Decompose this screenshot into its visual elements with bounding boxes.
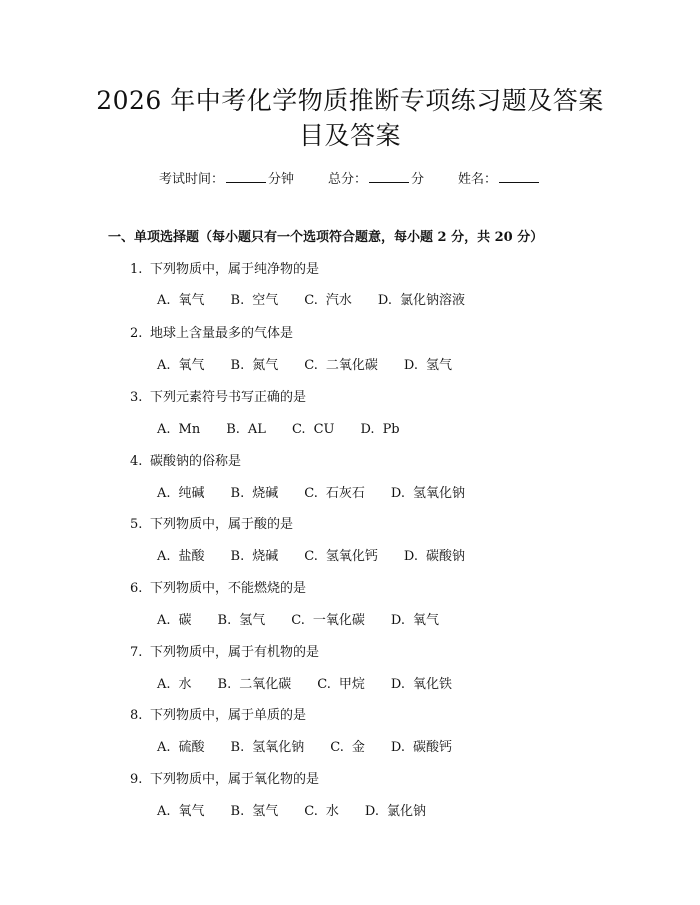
option-text: 氢氧化钠 xyxy=(252,740,305,755)
option-b xyxy=(231,292,279,310)
option-letter: A. xyxy=(157,549,171,564)
option-letter: C. xyxy=(317,677,331,692)
option-letter: C. xyxy=(330,740,344,755)
option-text: 金 xyxy=(351,740,365,755)
question-4-options xyxy=(157,485,491,503)
option-text: 氧气 xyxy=(412,613,439,628)
option-letter: A. xyxy=(157,804,171,819)
option-text: 水 xyxy=(178,677,192,692)
section-title: 一、单项选择题（每小题只有一个选项符合题意，每小题 2 分，共 20 分） xyxy=(108,230,544,245)
option-letter: C. xyxy=(291,422,306,437)
option-text: 氯化钠 xyxy=(386,804,426,819)
option-letter: D. xyxy=(390,677,405,692)
option-letter: A. xyxy=(157,677,171,692)
option-letter: D. xyxy=(364,804,379,819)
option-letter: D. xyxy=(390,740,405,755)
option-text: 氧气 xyxy=(178,293,205,308)
option-text: 烧碱 xyxy=(252,486,279,501)
option-letter: D. xyxy=(390,486,405,501)
question-number: 7. xyxy=(130,645,143,660)
option-c xyxy=(304,357,378,375)
option-letter: A. xyxy=(157,613,171,628)
option-letter: C. xyxy=(304,549,318,564)
option-text: 氢氧化钠 xyxy=(412,486,465,501)
option-a xyxy=(157,421,200,439)
option-text: 二氧化碳 xyxy=(325,358,378,373)
option-text: 甲烷 xyxy=(338,677,365,692)
question-5-options xyxy=(157,548,491,566)
option-text: 氧气 xyxy=(178,804,205,819)
question-text: 下列物质中，不能燃烧的是 xyxy=(150,581,307,596)
option-letter: B. xyxy=(230,486,245,501)
option-letter: D. xyxy=(377,293,392,308)
option-d xyxy=(378,292,465,310)
question-text: 下列元素符号书写正确的是 xyxy=(150,390,307,405)
option-text: 碳酸钠 xyxy=(425,549,465,564)
option-b xyxy=(218,676,292,694)
option-b xyxy=(231,357,279,375)
option-letter: C. xyxy=(304,293,318,308)
question-number: 4. xyxy=(130,454,143,469)
option-b xyxy=(231,803,279,821)
option-text: 氢氧化钙 xyxy=(325,549,378,564)
option-letter: A. xyxy=(157,358,171,373)
question-number: 2. xyxy=(130,326,143,341)
option-c xyxy=(304,803,339,821)
option-b xyxy=(218,612,266,630)
option-letter: D. xyxy=(403,358,418,373)
option-text: 汽水 xyxy=(325,293,352,308)
name-blank xyxy=(499,168,539,183)
option-text: 二氧化碳 xyxy=(239,677,292,692)
question-8 xyxy=(130,707,306,725)
option-d xyxy=(391,612,439,630)
question-7 xyxy=(130,644,319,662)
option-text: 纯碱 xyxy=(178,486,205,501)
option-letter: B. xyxy=(230,358,245,373)
option-letter: B. xyxy=(230,549,245,564)
option-letter: C. xyxy=(304,358,318,373)
question-text: 下列物质中，属于氧化物的是 xyxy=(150,772,320,787)
option-c xyxy=(317,676,365,694)
option-c xyxy=(304,548,378,566)
option-c xyxy=(330,739,365,757)
option-letter: D. xyxy=(360,422,375,437)
option-text: 氯化钠溶液 xyxy=(399,293,465,308)
option-b xyxy=(226,421,266,439)
option-letter: B. xyxy=(217,677,232,692)
option-letter: B. xyxy=(230,804,245,819)
option-letter: D. xyxy=(403,549,418,564)
question-1-options xyxy=(157,292,491,310)
option-text: 碳酸钙 xyxy=(412,740,452,755)
question-number: 8. xyxy=(130,708,143,723)
option-letter: A. xyxy=(157,293,171,308)
question-text: 碳酸钠的俗称是 xyxy=(150,454,242,469)
option-d xyxy=(391,739,452,757)
name-label: 姓名： xyxy=(458,172,498,187)
question-8-options xyxy=(157,739,478,757)
option-b xyxy=(231,739,305,757)
option-letter: B. xyxy=(230,740,245,755)
option-a xyxy=(157,548,205,566)
option-text: 石灰石 xyxy=(325,486,365,501)
option-a xyxy=(157,676,192,694)
question-5 xyxy=(130,516,293,534)
question-number: 3. xyxy=(130,390,143,405)
option-text: AL xyxy=(247,422,266,437)
question-number: 9. xyxy=(130,772,143,787)
option-text: 氢气 xyxy=(425,358,452,373)
question-1 xyxy=(130,261,319,279)
option-text: 硫酸 xyxy=(178,740,205,755)
question-text: 下列物质中，属于酸的是 xyxy=(150,517,294,532)
option-text: 氢气 xyxy=(239,613,266,628)
option-c xyxy=(304,485,365,503)
question-3-options xyxy=(157,421,426,439)
score-label: 总分： xyxy=(327,172,367,187)
exam-info-line xyxy=(0,168,700,189)
option-text: 氧气 xyxy=(178,358,205,373)
question-2-options xyxy=(157,357,478,375)
question-number: 6. xyxy=(130,581,143,596)
question-3 xyxy=(130,389,306,407)
option-text: 一氧化碳 xyxy=(312,613,365,628)
question-text: 下列物质中，属于有机物的是 xyxy=(150,645,320,660)
option-text: 烧碱 xyxy=(252,549,279,564)
option-text: 氮气 xyxy=(252,358,279,373)
option-text: 盐酸 xyxy=(178,549,205,564)
option-a xyxy=(157,292,205,310)
question-9 xyxy=(130,771,319,789)
time-unit: 分钟 xyxy=(267,172,294,187)
question-text: 下列物质中，属于纯净物的是 xyxy=(150,262,320,277)
question-4 xyxy=(130,453,241,471)
page-subtitle: 目及答案 xyxy=(298,121,401,150)
option-text: CU xyxy=(313,422,335,437)
option-letter: B. xyxy=(230,293,245,308)
option-d xyxy=(404,357,452,375)
option-letter: C. xyxy=(304,486,318,501)
question-7-options xyxy=(157,676,478,694)
question-number: 5. xyxy=(130,517,143,532)
option-text: Mn xyxy=(178,422,201,437)
score-unit: 分 xyxy=(411,172,425,187)
option-a xyxy=(157,612,192,630)
option-letter: C. xyxy=(291,613,305,628)
question-9-options xyxy=(157,803,452,821)
option-letter: A. xyxy=(157,486,171,501)
question-text: 下列物质中，属于单质的是 xyxy=(150,708,307,723)
option-letter: B. xyxy=(226,422,240,437)
question-6 xyxy=(130,580,306,598)
option-text: 氧化铁 xyxy=(412,677,452,692)
option-b xyxy=(231,485,279,503)
option-letter: D. xyxy=(390,613,405,628)
option-c xyxy=(292,421,335,439)
option-d xyxy=(391,485,465,503)
option-a xyxy=(157,803,205,821)
option-d xyxy=(360,421,399,439)
option-d xyxy=(404,548,465,566)
option-c xyxy=(304,292,352,310)
time-label: 考试时间： xyxy=(158,172,224,187)
option-text: 氢气 xyxy=(252,804,279,819)
question-text: 地球上含量最多的气体是 xyxy=(150,326,294,341)
option-b xyxy=(231,548,279,566)
option-text: 空气 xyxy=(252,293,279,308)
option-a xyxy=(157,739,205,757)
option-text: Pb xyxy=(382,422,400,437)
option-d xyxy=(365,803,426,821)
time-blank xyxy=(226,168,266,183)
page-title: 2026 年中考化学物质推断专项练习题及答案 xyxy=(96,86,604,115)
option-text: 碳 xyxy=(178,613,192,628)
score-blank xyxy=(369,168,409,183)
option-a xyxy=(157,485,205,503)
question-number: 1. xyxy=(130,262,143,277)
question-6-options xyxy=(157,612,465,630)
option-letter: B. xyxy=(217,613,232,628)
option-a xyxy=(157,357,205,375)
option-d xyxy=(391,676,452,694)
option-letter: C. xyxy=(304,804,318,819)
option-letter: A. xyxy=(157,740,171,755)
option-letter: A. xyxy=(157,422,171,437)
question-2 xyxy=(130,325,293,343)
option-text: 水 xyxy=(325,804,339,819)
option-c xyxy=(291,612,365,630)
